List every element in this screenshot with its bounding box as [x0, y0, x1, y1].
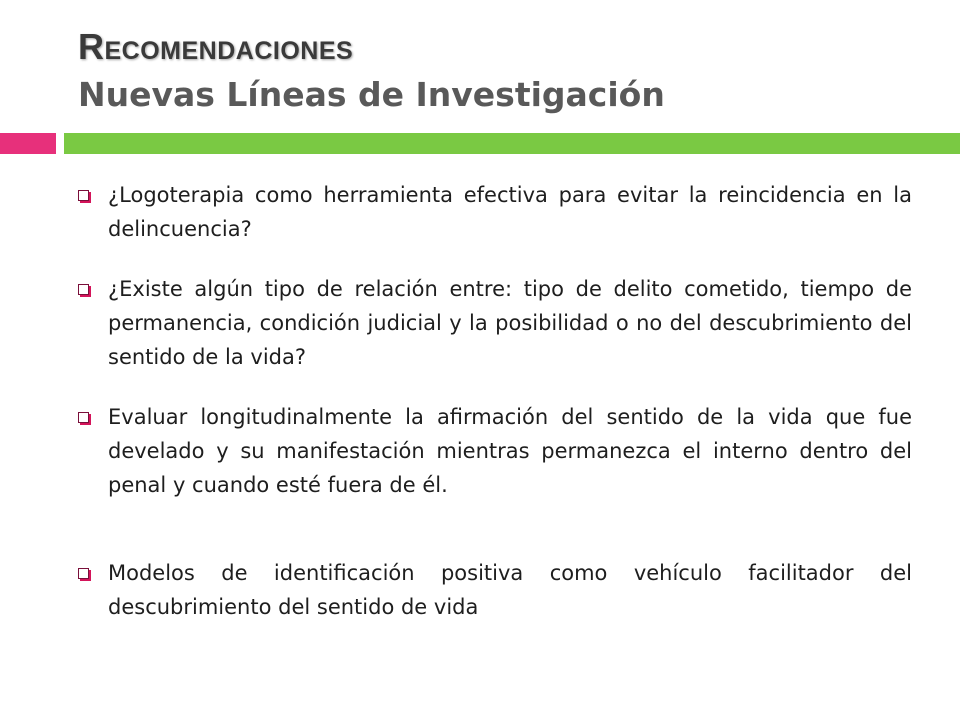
list-item	[78, 400, 912, 502]
header-rule-pink	[0, 133, 56, 154]
slide-header	[78, 26, 938, 116]
slide-title: Recomendaciones	[78, 26, 354, 67]
list-item-text: ¿Existe algún tipo de relación entre: tipo de delito cometido, tiempo de permanencia, condición judicial y la posibilidad o no del descubrimiento del sentido de la vida?	[108, 277, 912, 369]
square-bullet-icon	[78, 190, 89, 201]
list-item	[78, 178, 912, 246]
list-item	[78, 556, 912, 624]
bullet-list	[78, 178, 912, 624]
square-bullet-icon	[78, 412, 89, 423]
list-item-text: Modelos de identificación positiva como vehículo facilitador del descubrimiento del sentido de vida	[108, 561, 912, 619]
list-item-text: Evaluar longitudinalmente la afirmación del sentido de la vida que fue develado y su manifestación mientras permanezca el interno dentro del penal y cuando esté fuera de él.	[108, 405, 912, 497]
square-bullet-icon	[78, 284, 89, 295]
square-bullet-icon	[78, 568, 89, 579]
list-item	[78, 272, 912, 374]
header-rule-green	[64, 133, 960, 154]
slide-subtitle: Nuevas Líneas de Investigación	[78, 75, 665, 114]
list-item-text: ¿Logoterapia como herramienta efectiva para evitar la reincidencia en la delincuencia?	[108, 183, 912, 241]
